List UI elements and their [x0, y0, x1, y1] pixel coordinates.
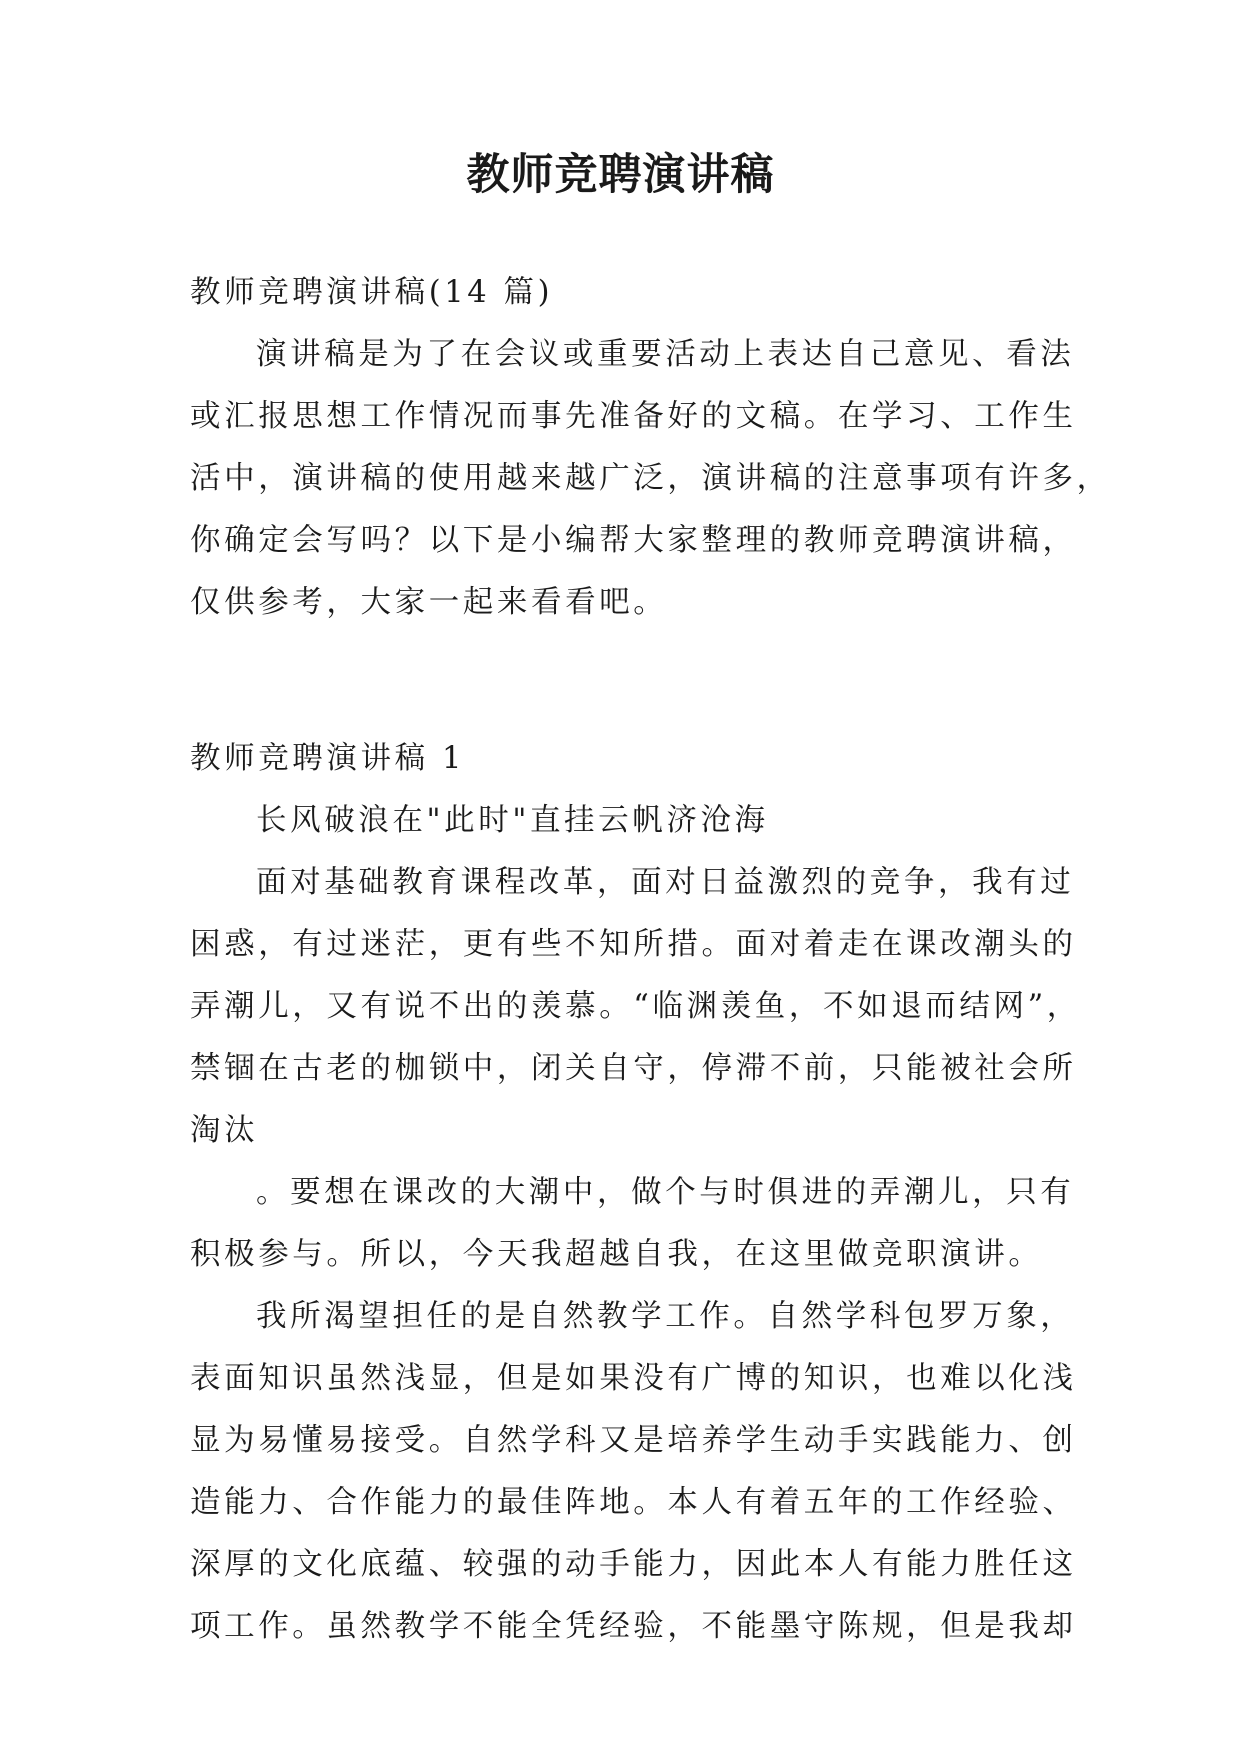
paragraph-gap: [190, 650, 1050, 712]
document-title: 教师竞聘演讲稿: [466, 150, 775, 200]
text-line: 我所渴望担任的是自然教学工作。自然学科包罗万象，: [256, 1299, 1075, 1334]
text-line: 面对基础教育课程改革，面对日益激烈的竞争，我有过: [256, 865, 1075, 900]
text-line: 活中，演讲稿的使用越来越广泛，演讲稿的注意事项有许多，: [190, 461, 1111, 496]
text-line: 禁锢在古老的枷锁中，闭关自守，停滞不前，只能被社会所: [190, 1051, 1077, 1086]
text-line: 演讲稿是为了在会议或重要活动上表达自己意见、看法: [256, 337, 1075, 372]
text-line: 。要想在课改的大潮中，做个与时俱进的弄潮儿，只有: [256, 1175, 1075, 1210]
text-line: 淘汰: [190, 1113, 259, 1148]
text-line: 弄潮儿，又有说不出的羡慕。“临渊羡鱼，不如退而结网”，: [190, 989, 1081, 1024]
text-line: 困惑，有过迷茫，更有些不知所措。面对着走在课改潮头的: [190, 927, 1077, 962]
text-line: 仅供参考，大家一起来看看吧。: [190, 585, 668, 620]
text-line: 长风破浪在"此时"直挂云帆济沧海: [256, 803, 769, 838]
text-line: 或汇报思想工作情况而事先准备好的文稿。在学习、工作生: [190, 399, 1077, 434]
text-line: 造能力、合作能力的最佳阵地。本人有着五年的工作经验、: [190, 1485, 1077, 1520]
text-line: 表面知识虽然浅显，但是如果没有广博的知识，也难以化浅: [190, 1361, 1077, 1396]
text-line: 项工作。虽然教学不能全凭经验，不能墨守陈规，但是我却: [190, 1609, 1077, 1644]
text-line: 你确定会写吗？以下是小编帮大家整理的教师竞聘演讲稿，: [190, 523, 1077, 558]
text-line: 教师竞聘演讲稿(14 篇): [190, 275, 554, 310]
text-line: 深厚的文化底蕴、较强的动手能力，因此本人有能力胜任这: [190, 1547, 1077, 1582]
text-line: 显为易懂易接受。自然学科又是培养学生动手实践能力、创: [190, 1423, 1077, 1458]
text-line: 教师竞聘演讲稿 1: [190, 741, 465, 776]
document-body: [190, 262, 1111, 1658]
text-line: 积极参与。所以，今天我超越自我，在这里做竞职演讲。: [190, 1237, 1043, 1272]
